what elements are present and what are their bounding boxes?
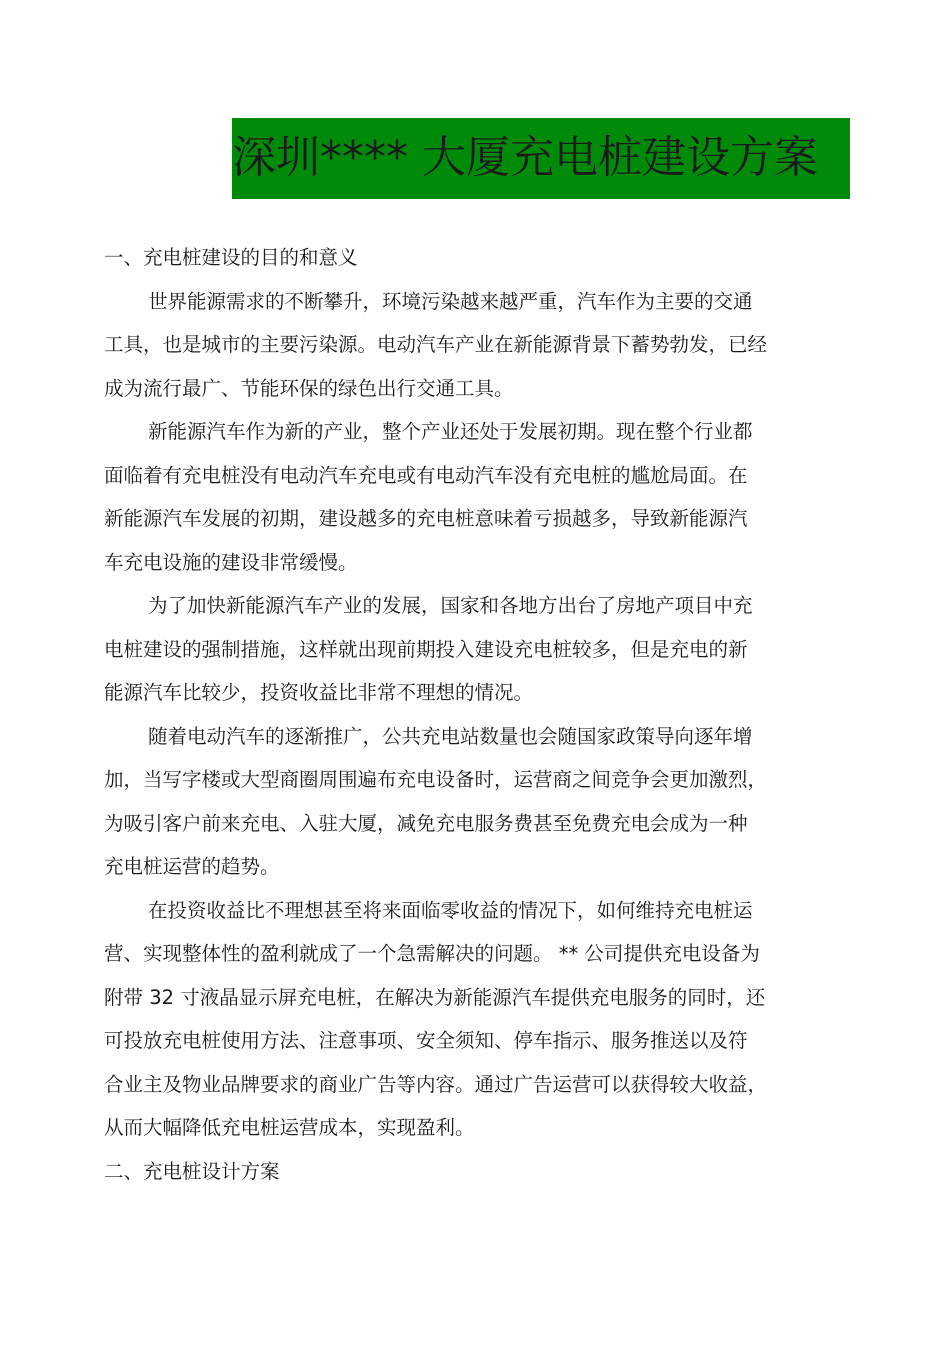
- paragraph-line: 充电桩运营的趋势。: [104, 855, 280, 878]
- paragraph-line: 新能源汽车作为新的产业，整个产业还处于发展初期。现在整个行业都: [148, 420, 753, 443]
- paragraph: [104, 715, 839, 889]
- paragraph: [104, 280, 839, 411]
- paragraph-line: 世界能源需求的不断攀升，环境污染越来越严重，汽车作为主要的交通: [148, 289, 753, 313]
- paragraph-line: 从而大幅降低充电桩运营成本，实现盈利。: [104, 1116, 475, 1139]
- paragraph-line: 电桩建设的强制措施，这样就出现前期投入建设充电桩较多，但是充电的新: [104, 637, 748, 661]
- paragraph-line: 成为流行最广、节能环保的绿色出行交通工具。: [104, 376, 514, 400]
- paragraph-line: 面临着有充电桩没有电动汽车充电或有电动汽车没有充电桩的尴尬局面。在: [104, 463, 748, 487]
- paragraph-line: 合业主及物业品牌要求的商业广告等内容。通过广告运营可以获得较大收益，: [104, 1072, 768, 1096]
- paragraph-line: 为了加快新能源汽车产业的发展，国家和各地方出台了房地产项目中充: [148, 594, 753, 617]
- paragraph-line: 随着电动汽车的逐渐推广，公共充电站数量也会随国家政策导向逐年增: [148, 724, 753, 748]
- paragraph-line: 新能源汽车发展的初期，建设越多的充电桩意味着亏损越多，导致新能源汽: [104, 507, 748, 530]
- section-heading: 二、充电桩设计方案: [104, 1159, 280, 1183]
- paragraph-line: 营、实现整体性的盈利就成了一个急需解决的问题。 ** 公司提供充电设备为: [104, 942, 760, 965]
- paragraph-line: 可投放充电桩使用方法、注意事项、安全须知、停车指示、服务推送以及符: [104, 1029, 748, 1052]
- section-heading: 一、充电桩建设的目的和意义: [104, 246, 358, 269]
- paragraph: [104, 584, 839, 715]
- paragraph: [104, 410, 839, 584]
- paragraph-line: 车充电设施的建设非常缓慢。: [104, 550, 358, 574]
- title-banner: [232, 118, 850, 199]
- paragraph-line: 在投资收益比不理想甚至将来面临零收益的情况下，如何维持充电桩运: [148, 898, 753, 922]
- document-title: 深圳**** 大厦充电桩建设方案: [232, 132, 818, 183]
- document-body: [104, 236, 839, 1193]
- paragraph-line: 加，当写字楼或大型商圈周围遍布充电设备时，运营商之间竞争会更加激烈，: [104, 768, 768, 791]
- paragraph-line: 为吸引客户前来充电、入驻大厦，减免充电服务费甚至免费充电会成为一种: [104, 811, 748, 835]
- paragraph-line: 工具，也是城市的主要污染源。电动汽车产业在新能源背景下蓄势勃发，已经: [104, 333, 768, 356]
- paragraph-line: 能源汽车比较少，投资收益比非常不理想的情况。: [104, 681, 534, 704]
- paragraph: [104, 889, 839, 1150]
- paragraph-line: 附带 32 寸液晶显示屏充电桩，在解决为新能源汽车提供充电服务的同时，还: [104, 985, 766, 1009]
